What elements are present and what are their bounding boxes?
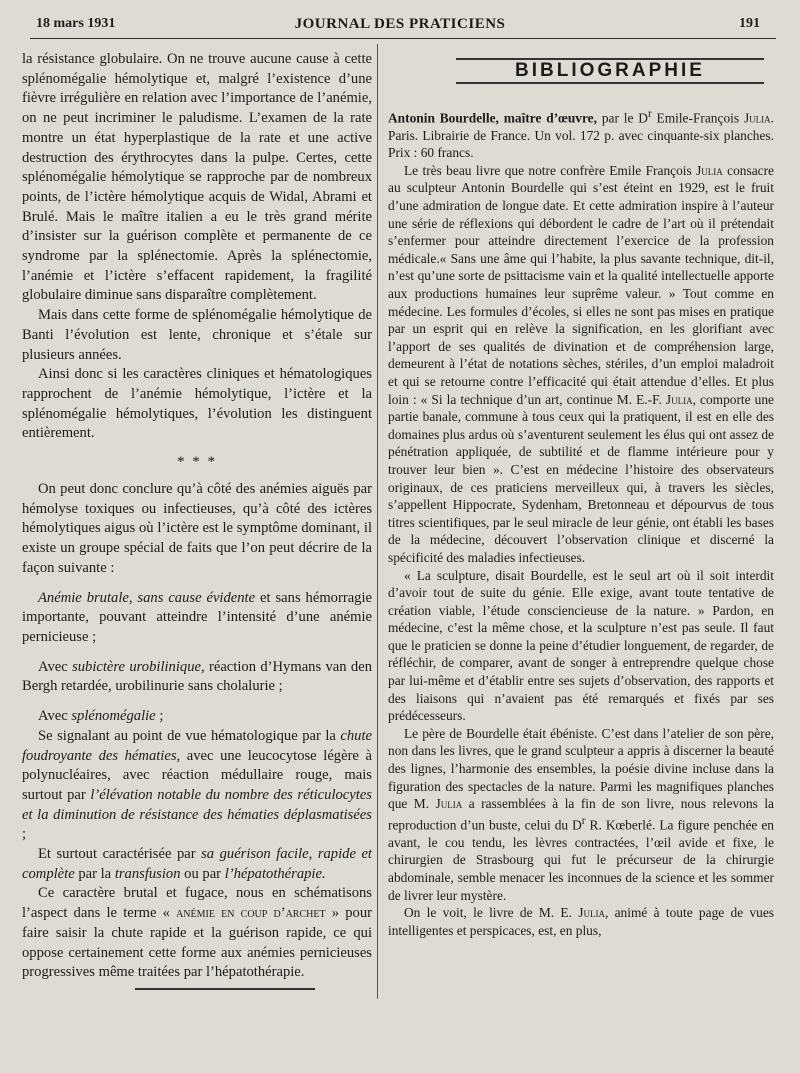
superscript: r (581, 814, 586, 827)
text: Paris. Librairie de France. Un vol. 172 p. avec cinquante-six planches. Prix : 60 francs. (388, 127, 774, 161)
spacer (22, 648, 372, 658)
author-name: Julia, (665, 391, 696, 407)
spacer (22, 579, 372, 589)
text: Emile-François (651, 110, 744, 126)
text: Et surtout caractérisée par (38, 846, 202, 863)
author-name: Julia (435, 796, 463, 812)
paragraph (22, 845, 372, 884)
journal-title: JOURNAL DES PRATICIENS (294, 16, 506, 32)
author-name: Julia (696, 162, 723, 178)
paragraph (388, 904, 774, 939)
paragraph (22, 707, 372, 727)
section-separator-stars: * * * (177, 454, 217, 471)
paragraph (388, 162, 774, 567)
paragraph (22, 658, 372, 697)
text: réaction d’Hymans van den Bergh retardée, urobilinurie sans cholalurie ; (22, 658, 372, 695)
text: R. Kœberlé. La figure penchée en avant, le cou tendu, les lèvres contractées, l’œil avide et fixe, le chirurgien de Strasbourg qui fut le précurseur de la chirurgie abdominale, semble menacer les inconnues de la science et les sommer de livrer leur mystère. (388, 817, 774, 903)
text: animé à toute page de vues intelligentes et perspicaces, est, en plus, (388, 905, 774, 938)
left-column (22, 50, 372, 983)
text: avec une leucocytose légère à polynucléaires, avec réaction médullaire rouge, mais surtout par (22, 747, 372, 803)
superscript: r (647, 107, 652, 120)
text: » pour faire saisir la chute rapide et la guérison rapide, ce qui oppose certainement cette forme aux anémies pernicieuses progressives même traitées par l’hépatothérapie. (22, 905, 372, 981)
italic-text: chute foudroyante des hématies, (22, 727, 372, 764)
italic-text: transfusion (114, 865, 181, 882)
paragraph (22, 589, 372, 648)
paragraph: Mais dans cette forme de splénomégalie hémolytique de Banti l’évolution est lente, chronique et s’étale sur plusieurs années. (22, 307, 372, 363)
italic-text: subictère urobilinique, (72, 658, 205, 675)
text: consacre au sculpteur Antonin Bourdelle qui s’est éteint en 1929, est le fruit d’une admiration de longue date. Et cette admiration inspire à l’auteur une série de réflexions qui débordent le cadre de l’art où il prétendait s’enfermer pour atteindre directement l’exercice de la profession médicale.« Sans une âme qui l’habite, la plus savante technique, dit-il, n’est qu’une sorte de psittacisme vain et la qualité intellectuelle apporte aux productions humaines leur suprême valeur. » Tout comme en médecine. Les formules d’écoles, si elles ne sont pas mises en pratique par un esprit qui en relève la signification, en les glorifiant avec l’apport de ses qualités de divination et de compréhension large, demeurent à l’état de notations sèches, stériles, d’un emploi maladroit et qui se retourne contre l’efficacité qui était attendue d’elles. Et plus loin : « Si la technique d’un art, continue M. E.-F. (388, 162, 774, 407)
text: Ce caractère brutal et fugace, nous en schématisons l’aspect dans le terme « (22, 885, 372, 922)
italic-text: sa guérison facile, rapide et complète (22, 846, 372, 882)
text: Avec (38, 708, 72, 725)
paragraph: « La sculpture, disait Bourdelle, est le seul art où il soit interdit d’avoir tout de suite du génie. Elle exige, avant toute tentative de création viable, l’étude consciencieuse de la nature. » Pardon, en médecine, c’est la même chose, et la sculpture n’est pas seule. Il faut que le praticien se donne la peine d’étudier longuement, de regarder, de réfléchir, de comparer, avant de songer à entreprendre quelque chose par lui-même et d’établir entre ses sujets d’observation, des rapports et des liaisons qui n’avaient pas été remarqués et fixés par ses prédécesseurs. (388, 567, 774, 724)
text: et sans hémorragie importante, pouvant atteindre l’intensité d’une anémie pernicieuse ; (22, 589, 373, 645)
header-rule (30, 38, 776, 39)
text: ; (155, 708, 164, 725)
text: On le voit, le livre de M. E. (404, 905, 579, 921)
text: a rassemblées à la fin de son livre, nous relevons la reproduction d’un buste, celui du D (388, 796, 774, 833)
text: ; (22, 826, 27, 843)
paragraph (22, 727, 372, 845)
issue-date: 18 mars 1931 (36, 16, 116, 31)
italic-text: Anémie brutale, sans cause évidente (38, 589, 256, 606)
text: Se signalant au point de vue hématologique par la (38, 727, 341, 744)
paragraph: la résistance globulaire. On ne trouve aucune cause à cette splénomégalie hémolytique et, malgré l’existence d’une fièvre irrégulière en relation avec l’importance de l’anémie, on ne peut incriminer le paludisme. L’examen de la rate montre un état hyperplastique de la rate et une active destruction des érythrocytes dans la pulpe. Certes, cette splénomégalie hémolytique se rapproche par de nombreux points, de l’ictère hémolytique acquis de Widal, Abrami et Brulé. Mais le maître italien a eu le très grand mérite d’insister sur la guérison complète et permanente de ce syndrome par la splénectomie. Après la splénectomie, l’anémie et l’ictère s’effacent rapidement, la fragilité globulaire diminue sans disparaître complètement. (22, 51, 372, 304)
text: Le père de Bourdelle était ébéniste. C’est dans l’atelier de son père, non dans les livres, que le grand sculpteur a appris à discerner la beauté des lignes, l’harmonie des ensembles, la poésie divine incluse dans la figuration des spectacles de la nature. Parmi les magnifiques planches que M. (388, 725, 774, 812)
author-name: Julia, (578, 905, 609, 921)
italic-text: l’hépatothérapie. (224, 865, 326, 882)
author-name: Julia. (743, 110, 774, 126)
section-title: BIBLIOGRAPHIE (456, 58, 764, 84)
right-column (388, 58, 774, 939)
page-number: 191 (739, 16, 760, 31)
text: comporte une partie banale, commune à tous ceux qui la pratiquent, il est en elle des domaines plus ardus où s’aventurent seulement les élus qui ont assez de pénétration appliquée, de subtilité et de flamme intérieure pour y trouver leur bien ». C’est en médecine l’histoire des observateurs originaux, de ces praticiens merveilleux qui, à travers les siècles, s’appellent Hippocrate, Sydenham, Bretonneau et dépourvus de tous titres scientifiques, par le seul miracle de leur génie, ont établi les bases de la médecine, découvert l’observation clinique et discerné la spécificité des maladies infectieuses. (388, 391, 774, 565)
text: par la (74, 865, 115, 882)
book-title: Antonin Bourdelle, maître d’œuvre, (388, 110, 597, 126)
book-reference (388, 106, 774, 162)
text: par le D (596, 110, 648, 126)
end-rule (135, 988, 315, 990)
paragraph (388, 725, 774, 904)
paragraph: Ainsi donc si les caractères cliniques et hématologiques rapprochent de l’anémie hémolytique, l’ictère et la splénomégalie hémolytiques, l’évolution les distinguent entièrement. (22, 366, 372, 442)
text: Le très beau livre que notre confrère Emile François (404, 162, 697, 178)
italic-text: splénomégalie (71, 708, 156, 725)
paragraph (22, 884, 372, 983)
small-caps-text: anémie en coup d’archet (176, 905, 326, 922)
spacer (22, 697, 372, 707)
italic-text: l’élévation notable du nombre des réticulocytes et la diminution de résistance des hématies déplasmatisées (22, 786, 372, 823)
page-header (0, 16, 800, 38)
text: Avec (38, 658, 73, 675)
column-separator (377, 44, 378, 999)
paragraph: On peut donc conclure qu’à côté des anémies aiguës par hémolyse toxiques ou infectieuses, qu’à côté des ictères hémolytiques aigus où l’ictère est le symptôme dominant, il existe un groupe spécial de faits que l’on peut décrire de la façon suivante : (22, 481, 372, 576)
text: ou par (180, 865, 225, 882)
